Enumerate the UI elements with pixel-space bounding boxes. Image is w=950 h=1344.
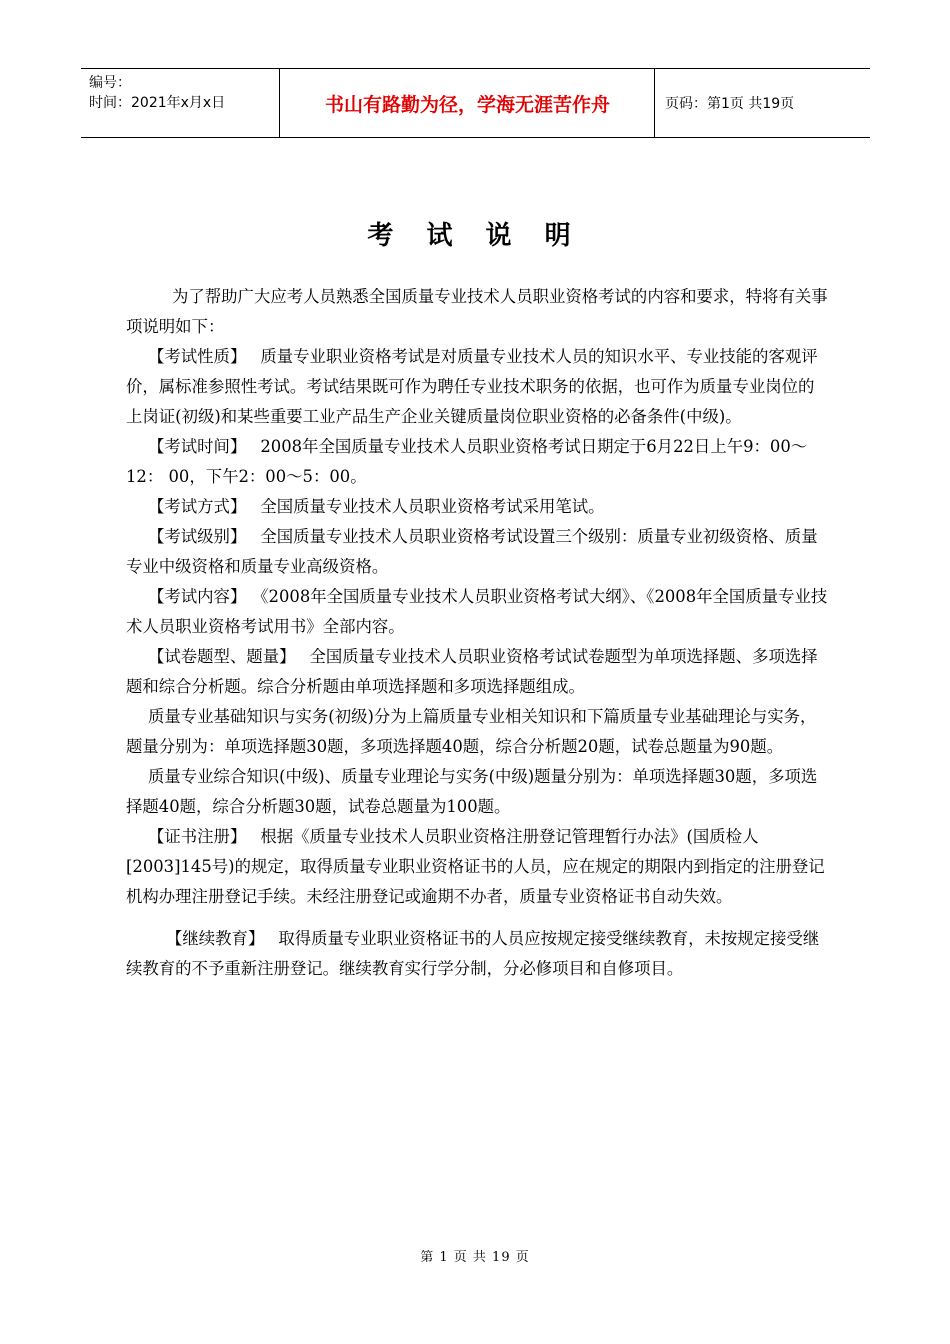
header-number: 编号： [89, 75, 131, 91]
section-label: 【考试方式】 [148, 497, 247, 516]
page-footer: 第 1 页 共 19 页 [420, 1250, 530, 1265]
section-label: 【考试内容】 [148, 587, 247, 606]
section-text: 全国质量专业技术人员职业资格考试采用笔试。 [260, 497, 605, 516]
header-page-info: 页码：第1页 共19页 [665, 96, 795, 112]
section-text: 《2008年全国质量专业技术人员职业资格考试大纲》、《2008年全国质量专业技术人员职业资格考试用书》全部内容。 [126, 587, 828, 636]
section-label: 【继续教育】 [166, 929, 265, 948]
section-label: 【考试级别】 [148, 527, 247, 546]
section-text: 全国质量专业技术人员职业资格考试设置三个级别：质量专业初级资格、质量专业中级资格和质量专业高级资格。 [126, 527, 818, 576]
intro-paragraph: 为了帮助广大应考人员熟悉全国质量专业技术人员职业资格考试的内容和要求，特将有关事项说明如下： [126, 287, 828, 336]
header-time: 时间：2021年x月x日 [89, 95, 226, 111]
section-text: 根据《质量专业技术人员职业资格注册登记管理暂行办法》(国质检人[2003]145号)的规定，取得质量专业职业资格证书的人员，应在规定的期限内到指定的注册登记机构办理注册登记手续。未经注册登记或逾期不办者，质量专业资格证书自动失效。 [126, 827, 825, 906]
section-exam-method [126, 492, 828, 522]
section-label: 【试卷题型、题量】 [148, 647, 296, 666]
section-exam-content [126, 582, 828, 642]
document-title: 考 试 说 明 [367, 221, 583, 251]
section-label: 【考试性质】 [148, 347, 247, 366]
header-meta [81, 69, 280, 137]
page-header [81, 68, 870, 138]
section-exam-level [126, 522, 828, 582]
document-body [126, 282, 828, 984]
section-continuing-education [126, 924, 828, 984]
section-text: 2008年全国质量专业技术人员职业资格考试日期定于6月22日上午9：00～12： 00，下午2：00～5：00。 [126, 437, 808, 486]
section-question-types [126, 642, 828, 702]
section-text: 质量专业职业资格考试是对质量专业技术人员的知识水平、专业技能的客观评价，属标准参照性考试。考试结果既可作为聘任专业技术职务的依据，也可作为质量专业岗位的上岗证(初级)和某些重要工业产品生产企业关键质量岗位职业资格的必备条件(中级)。 [126, 347, 818, 426]
section-text: 取得质量专业职业资格证书的人员应按规定接受继续教育，未按规定接受继续教育的不予重新注册登记。继续教育实行学分制，分必修项目和自修项目。 [126, 929, 820, 978]
section-label: 【考试时间】 [148, 437, 247, 456]
paragraph-middle-level: 质量专业综合知识(中级)、质量专业理论与实务(中级)题量分别为：单项选择题30题，多项选择题40题，综合分析题30题，试卷总题量为100题。 [126, 767, 818, 816]
section-exam-nature [126, 342, 828, 432]
paragraph-primary-level: 质量专业基础知识与实务(初级)分为上篇质量专业相关知识和下篇质量专业基础理论与实务，题量分别为：单项选择题30题，多项选择题40题，综合分析题20题，试卷总题量为90题。 [126, 707, 817, 756]
section-exam-time [126, 432, 828, 492]
section-text: 全国质量专业技术人员职业资格考试试卷题型为单项选择题、多项选择题和综合分析题。综合分析题由单项选择题和多项选择题组成。 [126, 647, 818, 696]
section-certificate-registration [126, 822, 828, 912]
header-motto: 书山有路勤为径，学海无涯苦作舟 [281, 69, 655, 137]
section-label: 【证书注册】 [148, 827, 247, 846]
